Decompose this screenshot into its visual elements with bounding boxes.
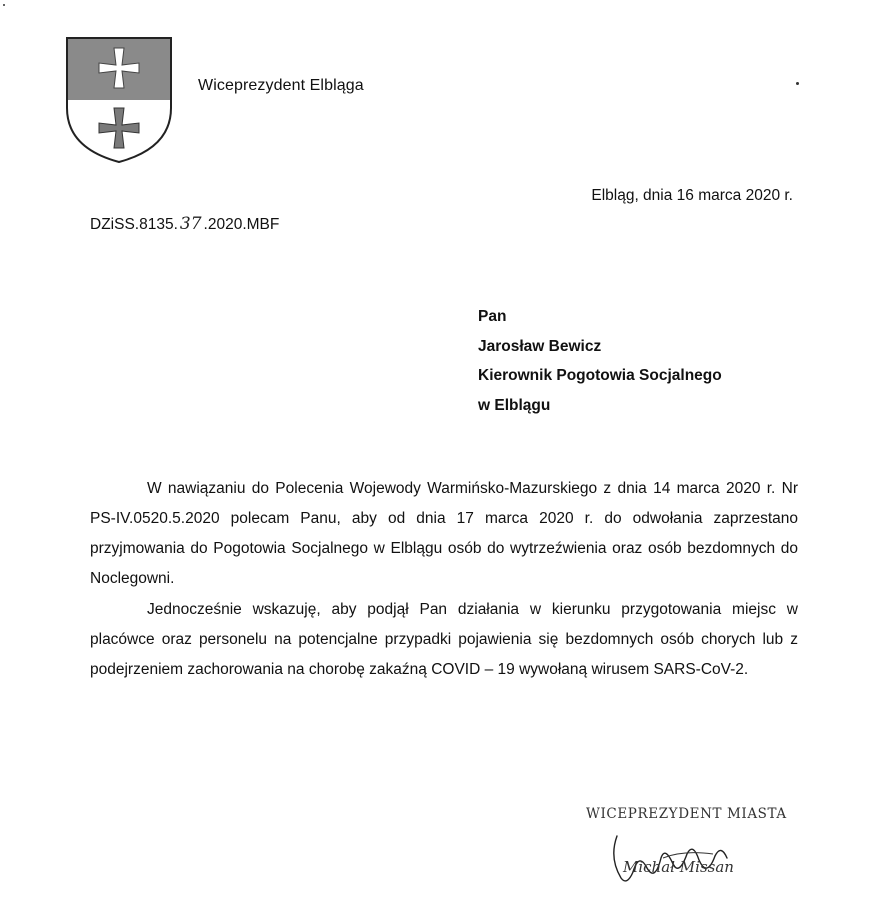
reference-handwritten-number: 37 (179, 214, 202, 234)
scan-speck (3, 4, 5, 6)
date-line: Elbląg, dnia 16 marca 2020 r. (591, 187, 793, 204)
body-paragraph-2: Jednocześnie wskazuję, aby podjął Pan działania w kierunku przygotowania miejsc w placówce oraz personelu na potencjalne przypadki pojawienia się bezdomnych osób chorych lub z podejrzeniem zachorowania na chorobę zakaźną COVID – 19 wywołaną wirusem SARS-CoV-2. (90, 601, 798, 678)
reference-number (90, 214, 279, 234)
letter-body (90, 474, 798, 685)
header-title: Wiceprezydent Elbląga (198, 77, 364, 94)
recipient-salutation: Pan (478, 308, 507, 325)
recipient-position: Kierownik Pogotowia Socjalnego (478, 367, 722, 384)
signature-name: Michał Missan (623, 858, 734, 876)
scan-speck (796, 82, 799, 85)
recipient-location: w Elblągu (478, 396, 551, 414)
recipient-name: Jarosław Bewicz (478, 337, 602, 355)
signature-stamp-title: WICEPREZYDENT MIASTA (586, 806, 787, 822)
signature-block (583, 806, 823, 896)
coat-of-arms-logo (65, 36, 173, 164)
recipient-block (478, 302, 722, 420)
reference-suffix: .2020.MBF (203, 216, 280, 233)
reference-prefix: DZiSS.8135. (90, 216, 178, 233)
body-paragraph-1: W nawiązaniu do Polecenia Wojewody Warmińsko-Mazurskiego z dnia 14 marca 2020 r. Nr PS-IV.0520.5.2020 polecam Panu, aby od dnia 17 marca 2020 r. do odwołania zaprzestano przyjmowania do Pogotowia Socjalnego w Elblągu osób do wytrzeźwienia oraz osób bezdomnych do Noclegowni. (90, 480, 798, 587)
